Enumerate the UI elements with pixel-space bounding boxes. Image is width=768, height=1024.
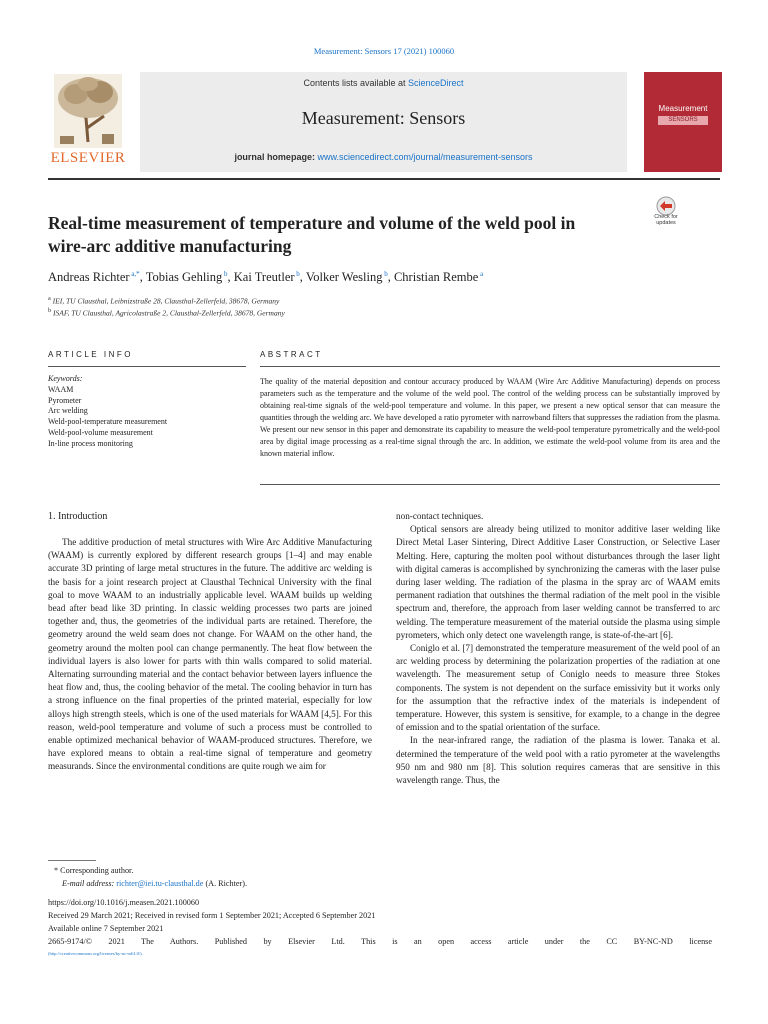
keyword-item: Weld-pool-volume measurement <box>48 427 153 437</box>
abstract-rule <box>260 366 720 367</box>
received-dates: Received 29 March 2021; Received in revised form 1 September 2021; Accepted 6 September 2021 <box>48 911 376 920</box>
author-name: Tobias Gehling <box>145 270 223 285</box>
affiliation-a <box>48 295 728 306</box>
author-affiliation-marker[interactable]: a <box>478 270 484 278</box>
check-updates-label: Check for updates <box>654 214 678 226</box>
author-separator: , <box>299 270 306 285</box>
license-link[interactable]: (http://creativecommons.org/licenses/by-nc-nd/4.0/). <box>48 951 143 956</box>
contents-prefix: Contents lists available at <box>303 78 409 88</box>
email-suffix: (A. Richter). <box>205 879 248 888</box>
affiliation-marker: b <box>48 307 52 314</box>
keyword-item: In-line process monitoring <box>48 438 133 448</box>
author-separator: , <box>227 270 234 285</box>
affiliation-text: ISAF, TU Clausthal, Agricolastraße 2, Clausthal-Zellerfeld, 38678, Germany <box>53 308 285 318</box>
keywords-label: Keywords: <box>48 374 83 383</box>
body-paragraph: Coniglo et al. [7] demonstrated the temperature measurement of the weld pool of an arc welding process by determining the polarization properties of the radiation at one wavelength. The measurement setup of Coniglo needs to measure three Stokes components. The system is not dependent on the surface emissivity but it works only for the assumption that the refractive index of the materials is independent of temperature. However, this system is sensitive, for example, to a change in the degree of emission and to the spatial orientation of the surface. <box>396 643 720 733</box>
author-affiliation-marker[interactable]: a,* <box>129 270 140 278</box>
header-rule <box>48 178 720 180</box>
keyword-item: Arc welding <box>48 406 88 416</box>
author-affiliation-marker[interactable]: b <box>294 270 300 278</box>
author-name: Kai Treutler <box>233 270 295 285</box>
journal-citation[interactable]: Measurement: Sensors 17 (2021) 100060 <box>313 46 455 56</box>
keywords-block <box>48 374 248 450</box>
email-link[interactable]: richter@iei.tu-clausthal.de <box>116 879 204 888</box>
author-list <box>48 270 728 285</box>
journal-name: Measurement: Sensors <box>301 108 466 128</box>
article-info-rule <box>48 366 246 367</box>
affiliation-text: IEI, TU Clausthal, Leibnizstraße 28, Clausthal-Zellerfeld, 38678, Germany <box>52 296 280 306</box>
body-paragraph: The additive production of metal structures with Wire Arc Additive Manufacturing (WAAM) is currently explored by different research groups [1–4] and may enable accurate 3D printing of large metal structures in the future. The additive arc welding is the basis for a joint research project at Clausthal Technical University with the final goal to move WAAM to an industrially applicable level. WAAM builds up welding bead after bead like 3D printing. In classic welding processes two parts are joined together and, thus, the geometries of the individual parts are retained. Therefore, the geometry around the weld seam does not change. For WAAM on the other hand, the geometry around the molten pool can change permanently. The heat flow between the individual layers is also lower for parts with thin walls compared to solid material. Alternating surrounding material and the contact behavior between layers influence the heat flow and, thus, the cooling behavior of the metal. The cooling behavior in turn has a strong influence on the final properties of the printed material, especially for low alloys high strength steels, which is one of the used materials for WAAM [4,5]. For this reason, weld-pool temperature and volume of such a process must be controlled to enable optimized mechanical behavior of WAAM-produced structures. Therefore, we have explored means to obtain a real-time signal of temperature and geometry measurands. Since the environmental conditions are quite rough we aim for <box>48 537 372 772</box>
email-label: E-mail address: <box>62 879 115 888</box>
keyword-item: WAAM <box>48 384 74 394</box>
keyword-item: Weld-pool-temperature measurement <box>48 417 168 427</box>
author-affiliation-marker[interactable]: b <box>382 270 388 278</box>
author-name: Andreas Richter <box>48 270 130 285</box>
author-affiliation-marker[interactable]: b <box>222 270 228 278</box>
contents-line <box>140 78 627 88</box>
keyword-item: Pyrometer <box>48 395 82 405</box>
corresponding-author-note: * Corresponding author. <box>54 866 134 875</box>
doi-link[interactable]: https://doi.org/10.1016/j.measen.2021.100060 <box>48 898 200 907</box>
license-statement: 2665-9174/© 2021 The Authors. Published by Elsevier Ltd. This is an open access article under the CC BY-NC-ND license <box>48 937 712 946</box>
publisher-wordmark: ELSEVIER <box>50 150 126 166</box>
email-line <box>62 879 742 888</box>
body-column-right <box>396 510 720 787</box>
homepage-label: journal homepage: <box>234 152 315 162</box>
section-heading-introduction: 1. Introduction <box>48 511 108 522</box>
footnote-rule <box>48 860 96 861</box>
abstract-heading: ABSTRACT <box>260 350 323 359</box>
body-paragraph: non-contact techniques. <box>396 511 484 521</box>
author-separator: , <box>387 270 394 285</box>
homepage-link[interactable]: www.sciencedirect.com/journal/measurement-sensors <box>317 152 533 162</box>
body-paragraph: Optical sensors are already being utilized to monitor additive laser welding like Direct Metal Laser Sintering, Direct Additive Laser Construction, or Selective Laser Melting. Here, capturing the molten pool without disturbances through the laser light with digital cameras is accomplished by synchronizing the cameras with the laser pulse during laser welding. The radiation of the plasma in the spray arc of WAAM emits permanent radiation that outshines the thermal radiation of the melt pool in the visible spectrum and, therefore, the approach from laser welding cannot be transferred to arc welding. The temperature measurement of the material outside the plasma using simple pyrometers, which only detect one wavelength range, is state-of-the-art [6]. <box>396 524 720 640</box>
sciencedirect-link[interactable]: ScienceDirect <box>408 78 464 88</box>
abstract-text: The quality of the material deposition and contour accuracy produced by WAAM (Wire Arc Additive Manufacturing) depends on process parameters such as the temperature and the volume of the weld pool. The control of the welding process can be substantially improved by obtaining real-time signals of the weld-pool temperature and volume. In this paper, we present a new optical sensor that can measure the quantities through the welding arc. We have developed a ratio pyrometer with narrowband filters that suppresses the radiation from the plasma. We present our new sensor in this paper and demonstrate its capability to measure the weld-pool temperature pyrometrically and the weld-pool area by digital image processing as a real-time signal through the arc. In addition, we estimate the weld-pool volume from its area and the known material inflow. <box>260 377 720 458</box>
author-name: Volker Wesling <box>305 270 383 285</box>
affiliation-marker: a <box>48 295 51 302</box>
author-separator: , <box>139 270 146 285</box>
body-paragraph: In the near-infrared range, the radiation of the plasma is lower. Tanaka et al. determined the temperature of the weld pool with a ratio pyrometer at the wavelengths 950 nm and 980 nm [8]. This solution requires cameras that are sensitive in this wavelength range. Thus, the <box>396 735 720 786</box>
affiliation-b <box>48 307 728 318</box>
journal-homepage <box>140 152 627 162</box>
author-name: Christian Rembe <box>393 270 479 285</box>
cover-subtitle: SENSORS <box>658 116 708 125</box>
cover-title: Measurement <box>658 104 708 113</box>
body-column-left <box>48 536 372 774</box>
abstract-bottom-rule <box>260 484 720 485</box>
article-info-heading: ARTICLE INFO <box>48 350 133 359</box>
article-title: Real-time measurement of temperature and volume of the weld pool in wire-arc additive manufacturing <box>48 213 576 256</box>
available-online: Available online 7 September 2021 <box>48 924 164 933</box>
